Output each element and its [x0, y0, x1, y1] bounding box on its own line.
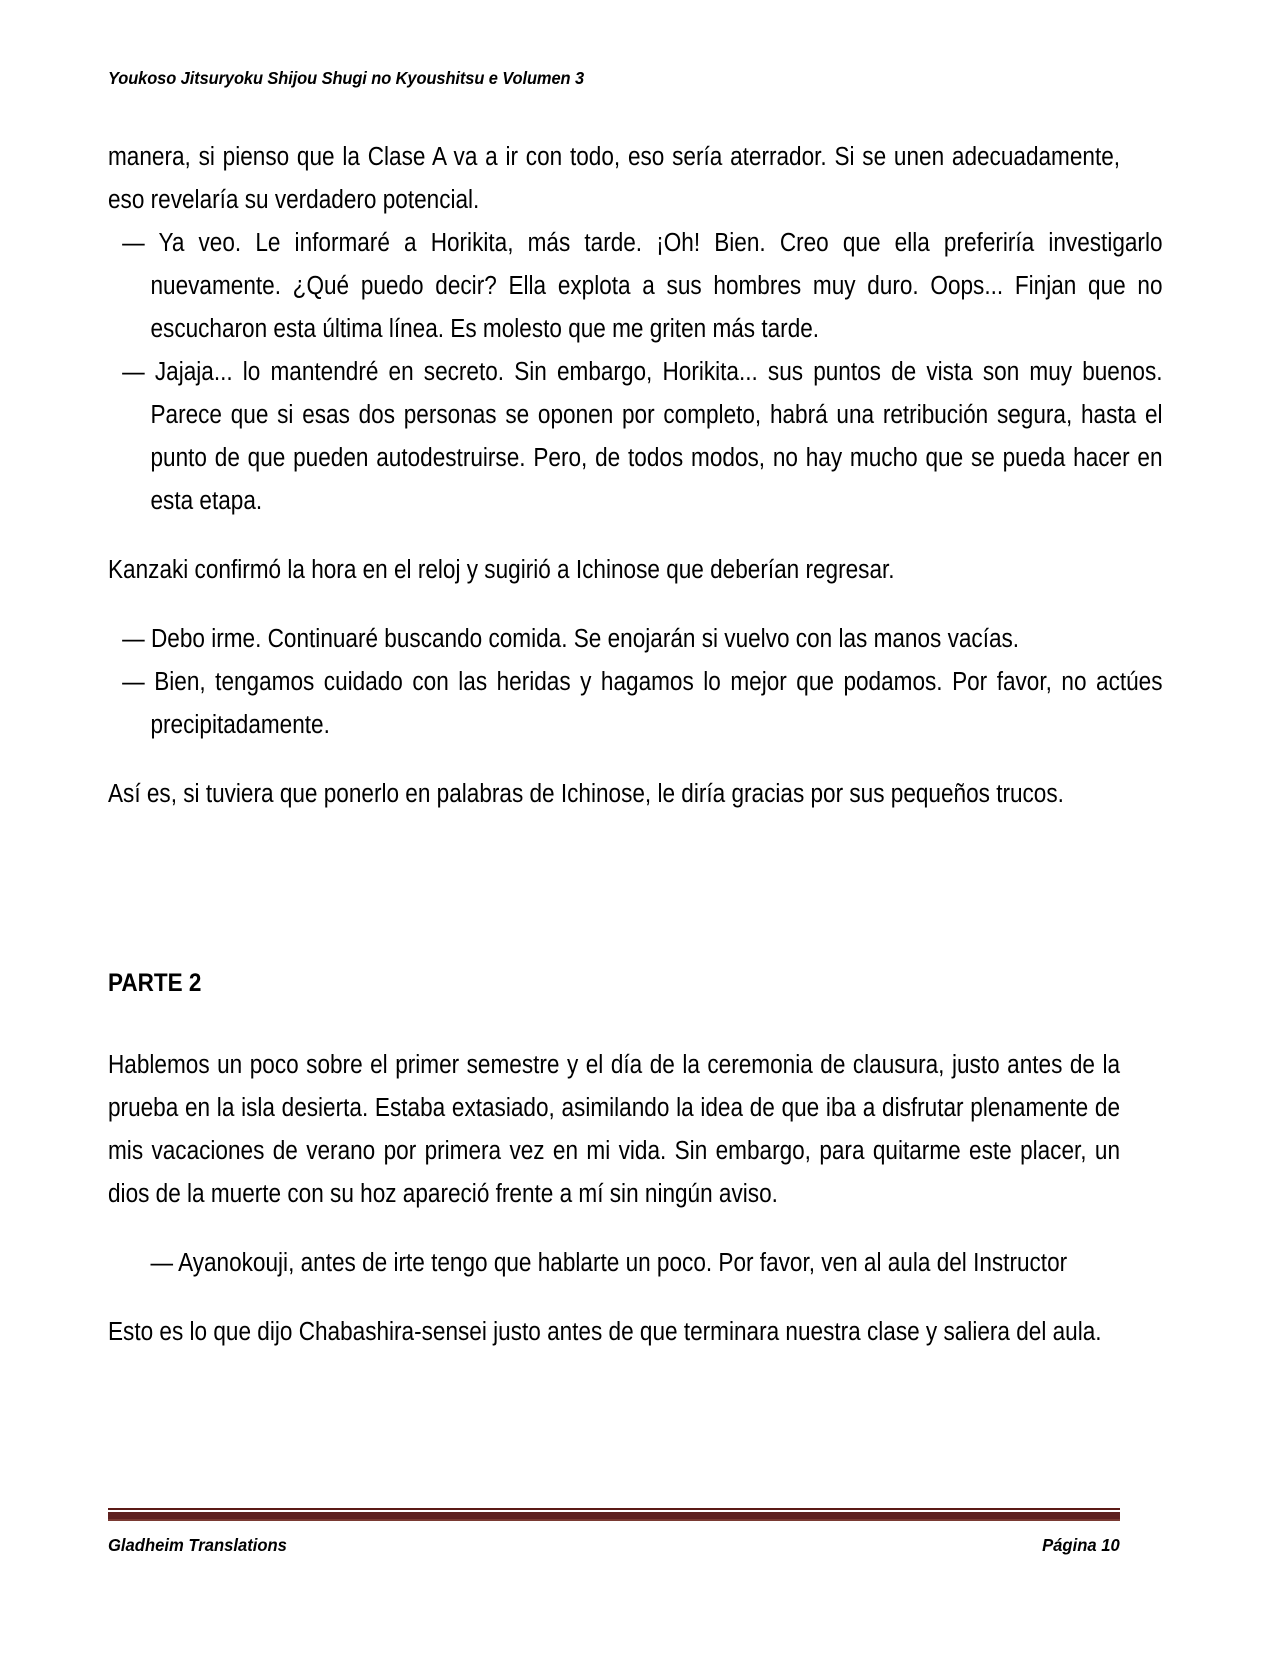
- footer-divider: [108, 1508, 1120, 1521]
- dialogue-line-4: — Bien, tengamos cuidado con las heridas y hagamos lo mejor que podamos. Por favor, no actúes precipitadamente.: [122, 668, 1163, 739]
- spacer: [108, 1216, 1120, 1242]
- dialogue-line-3: — Debo irme. Continuaré buscando comida. Se enojarán si vuelvo con las manos vacías.: [122, 625, 1020, 653]
- spacer: [108, 1000, 1120, 1044]
- section-break-spacer: [108, 816, 1120, 966]
- page-footer: [108, 1508, 1120, 1556]
- narration-paragraph-4: Esto es lo que dijo Chabashira-sensei justo antes de que terminara nuestra clase y saliera del aula.: [108, 1318, 1102, 1346]
- narration-paragraph-3: Hablemos un poco sobre el primer semestre y el día de la ceremonia de clausura, justo antes de la prueba en la isla desierta. Estaba extasiado, asimilando la idea de que iba a disfrutar plenamente de mis vacaciones de verano por primera vez en mi vida. Sin embargo, para quitarme este placer, un dios de la muerte con su hoz apareció frente a mí sin ningún aviso.: [108, 1051, 1121, 1208]
- paragraph-continuation: manera, si pienso que la Clase A va a ir con todo, eso sería aterrador. Si se unen adecuadamente, eso revelaría su verdadero potencial.: [108, 143, 1121, 214]
- footer-divider-line-thick: [108, 1512, 1120, 1519]
- dialogue-line-5: — Ayanokouji, antes de irte tengo que hablarte un poco. Por favor, ven al aula del Instructor: [150, 1249, 1068, 1277]
- narration-paragraph-2: Así es, si tuviera que ponerlo en palabras de Ichinose, le diría gracias por sus pequeños trucos.: [108, 780, 1064, 808]
- part-heading: PARTE 2: [108, 969, 202, 997]
- footer-row: [108, 1535, 1120, 1556]
- spacer: [108, 1285, 1120, 1311]
- dialogue-line-1: — Ya veo. Le informaré a Horikita, más tarde. ¡Oh! Bien. Creo que ella preferiría investigarlo nuevamente. ¿Qué puedo decir? Ella explota a sus hombres muy duro. Oops... Finjan que no escucharon esta última línea. Es molesto que me griten más tarde.: [122, 229, 1163, 343]
- header-title: Youkoso Jitsuryoku Shijou Shugi no Kyoushitsu e Volumen 3: [108, 68, 585, 88]
- spacer: [108, 523, 1120, 549]
- narration-paragraph-1: Kanzaki confirmó la hora en el reloj y sugirió a Ichinose que deberían regresar.: [108, 556, 895, 584]
- dialogue-line-2: — Jajaja... lo mantendré en secreto. Sin embargo, Horikita... sus puntos de vista son muy buenos. Parece que si esas dos personas se oponen por completo, habrá una retribución segura, hasta el punto de que pueden autodestruirse. Pero, de todos modos, no hay mucho que se pueda hacer en esta etapa.: [122, 358, 1163, 515]
- spacer: [108, 747, 1120, 773]
- page-header: [108, 68, 1120, 89]
- spacer: [108, 592, 1120, 618]
- footer-page-number: Página 10: [1042, 1535, 1120, 1555]
- footer-credit: Gladheim Translations: [108, 1535, 287, 1555]
- page-content: [108, 136, 1163, 1354]
- footer-divider-line-bottom: [108, 1519, 1120, 1521]
